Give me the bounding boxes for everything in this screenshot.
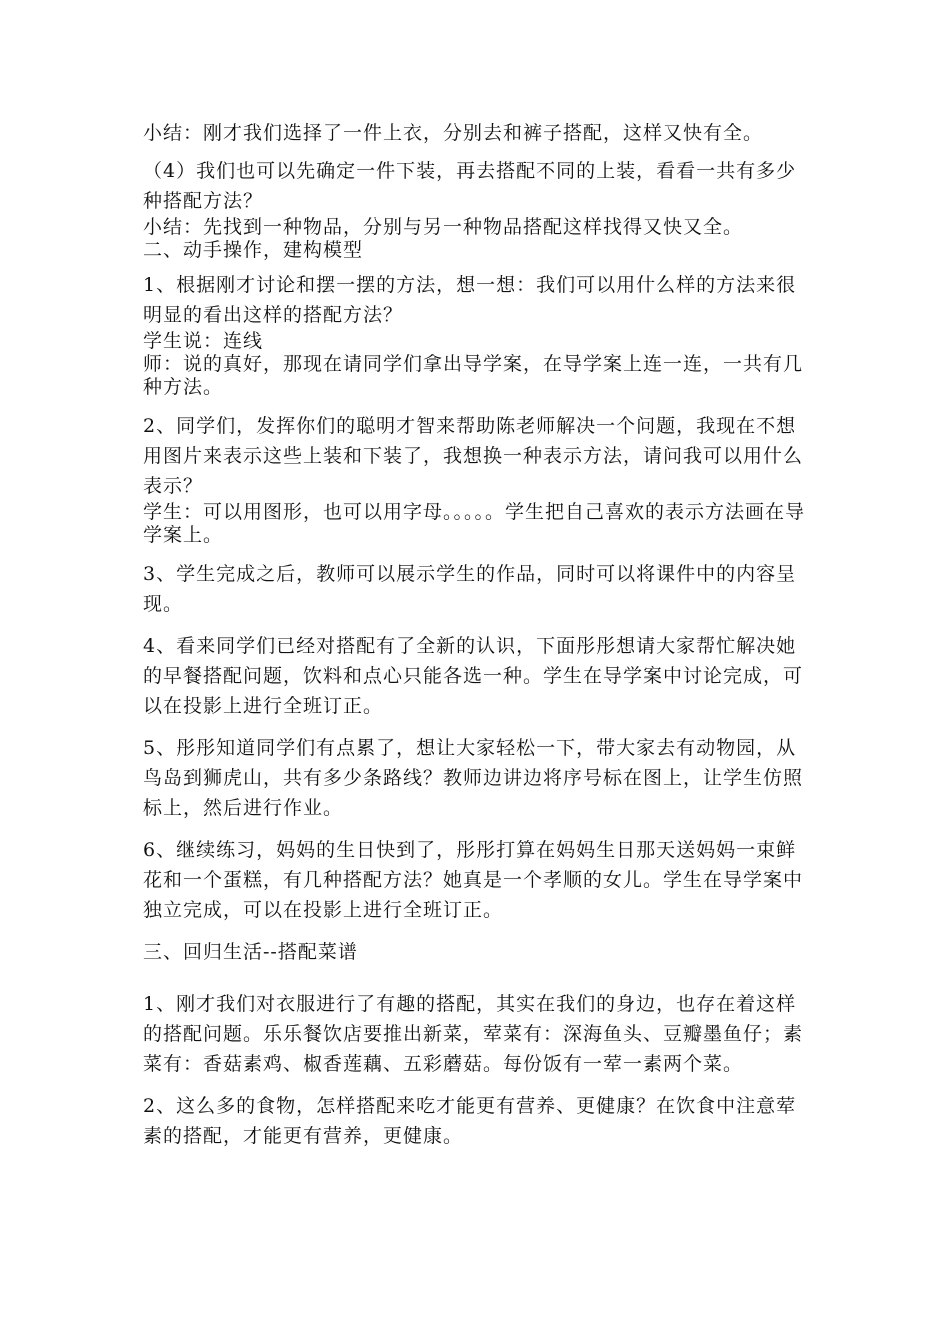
life-item-1: 1、刚才我们对衣服进行了有趣的搭配，其实在我们的身边，也存在着这样的搭配问题。乐乐餐饮店要推出新菜，荤菜有：深海鱼头、豆瓣墨鱼仔；素菜有：香菇素鸡、椒香莲藕、五彩蘑菇。每份饭有一荤一素两个菜。	[143, 993, 804, 1075]
model-item-4: 4、看来同学们已经对搭配有了全新的认识，下面彤彤想请大家帮忙解决她的早餐搭配问题，饮料和点心只能各选一种。学生在导学案中讨论完成，可以在投影上进行全班订正。	[143, 635, 804, 717]
student-answer-2: 学生：可以用图形，也可以用字母。。。。。学生把自己喜欢的表示方法画在导学案上。	[143, 501, 806, 546]
step-4-paragraph: （4）我们也可以先确定一件下装，再去搭配不同的上装，看看一共有多少种搭配方法？	[143, 160, 797, 212]
model-item-5: 5、彤彤知道同学们有点累了，想让大家轻松一下，带大家去有动物园，从鸟岛到狮虎山，共有多少条路线？教师边讲边将序号标在图上，让学生仿照标上，然后进行作业。	[143, 737, 804, 819]
summary-paragraph-1: 小结：刚才我们选择了一件上衣，分别去和裤子搭配，这样又快有全。	[143, 122, 764, 144]
section-heading-2: 二、动手操作，建构模型	[143, 239, 364, 261]
model-item-1: 1、根据刚才讨论和摆一摆的方法，想一想：我们可以用什么样的方法来很明显的看出这样的搭配方法？	[143, 274, 797, 326]
section-heading-3: 三、回归生活--搭配菜谱	[143, 941, 358, 963]
model-item-6: 6、继续练习，妈妈的生日快到了，彤彤打算在妈妈生日那天送妈妈一束鲜花和一个蛋糕，有几种搭配方法？她真是一个孝顺的女儿。学生在导学案中独立完成，可以在投影上进行全班订正。	[143, 839, 804, 921]
model-item-2: 2、同学们，发挥你们的聪明才智来帮助陈老师解决一个问题，我现在不想用图片来表示这些上装和下装了，我想换一种表示方法，请问我可以用什么表示？	[143, 415, 804, 497]
student-answer-line: 学生说：连线	[143, 330, 264, 352]
model-item-3: 3、学生完成之后，教师可以展示学生的作品，同时可以将课件中的内容呈现。	[143, 563, 797, 615]
life-item-2: 2、这么多的食物，怎样搭配来吃才能更有营养、更健康？在饮食中注意荤素的搭配，才能更有营养，更健康。	[143, 1095, 797, 1147]
teacher-instruction: 师：说的真好，那现在请同学们拿出导学案，在导学案上连一连，一共有几种方法。	[143, 353, 804, 398]
summary-paragraph-2: 小结：先找到一种物品，分别与另一种物品搭配这样找得又快又全。	[143, 216, 744, 238]
document-body	[143, 118, 811, 1151]
